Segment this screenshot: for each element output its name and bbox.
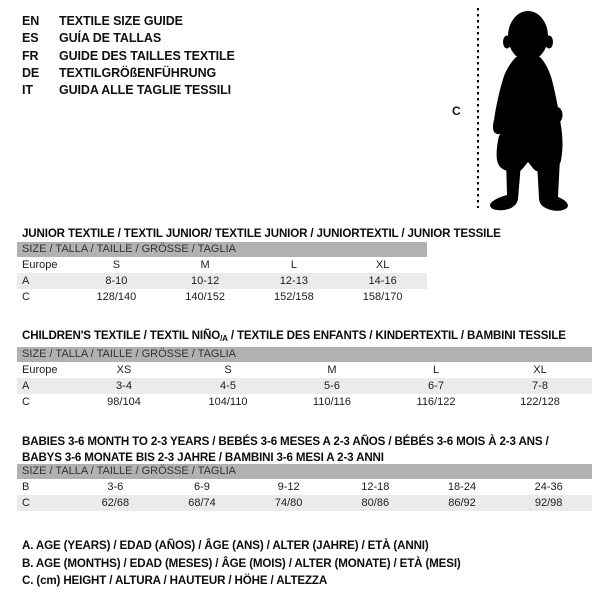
language-row: [22, 65, 235, 82]
height-dotted-line: [477, 8, 479, 208]
size-cell: 3-6: [107, 481, 124, 493]
row-label: C: [22, 291, 30, 303]
table-size-header: SIZE / TALLA / TAILLE / GRÖSSE / TAGLIA: [17, 464, 592, 479]
size-cell: 12-18: [361, 481, 390, 493]
babies-title-line2: BABYS 3-6 MONATE BIS 2-3 JAHRE / BAMBINI 3-6 MESI A 2-3 ANNI: [22, 451, 384, 465]
size-cell: S: [112, 259, 121, 271]
size-cell: 4-5: [220, 380, 236, 392]
table-row: [17, 362, 592, 378]
size-cell: 122/128: [520, 396, 560, 408]
size-cell: XL: [375, 259, 390, 271]
size-cell: L: [290, 259, 297, 271]
table-row: [17, 479, 592, 495]
language-label: GUIDA ALLE TAGLIE TESSILI: [59, 83, 232, 98]
table-row: [17, 378, 592, 394]
title-subscript: /A: [220, 333, 228, 343]
language-code: EN: [22, 14, 40, 28]
language-label: TEXTILGRÖßENFÜHRUNG: [59, 65, 217, 80]
section-title-babies: [22, 434, 549, 467]
table-size-header: SIZE / TALLA / TAILLE / GRÖSSE / TAGLIA: [17, 347, 592, 362]
legend-note-c: C. (cm) HEIGHT / ALTURA / HAUTEUR / HÖHE / ALTEZZA: [22, 574, 328, 587]
language-code: DE: [22, 65, 40, 80]
row-label: Europe: [22, 364, 58, 376]
size-cell: 116/122: [416, 396, 456, 408]
height-measure-label: C: [452, 104, 461, 118]
size-cell: 86/92: [448, 497, 476, 509]
legend-note-b: B. AGE (MONTHS) / EDAD (MESES) / ÂGE (MOIS) / ALTER (MONATE) / ETÀ (MESI): [22, 556, 461, 570]
size-cell: 9-12: [277, 481, 300, 493]
size-cell: 140/152: [185, 291, 225, 303]
language-row: [22, 82, 235, 99]
table-row: [17, 394, 592, 410]
toddler-silhouette-image: [480, 8, 578, 212]
row-label: C: [22, 396, 30, 408]
language-label: GUÍA DE TALLAS: [59, 31, 162, 46]
size-cell: 5-6: [324, 380, 340, 392]
size-cell: 158/170: [362, 291, 403, 303]
size-table-babies: [17, 464, 592, 511]
size-cell: 6-7: [428, 380, 444, 392]
size-cell: 7-8: [532, 380, 548, 392]
size-table-children: [17, 347, 592, 410]
size-cell: M: [200, 259, 210, 271]
size-cell: 98/104: [107, 396, 141, 408]
section-title-children: CHILDREN'S TEXTILE / TEXTIL $NIÑO_{/A}$ / TEXTILE DES ENFANTS / KINDERTEXTIL / BAMBINI TESSILE: [22, 328, 566, 343]
row-label: A: [22, 380, 30, 392]
size-cell: 3-4: [116, 380, 132, 392]
size-cell: S: [224, 364, 232, 376]
language-label: GUIDE DES TAILLES TEXTILE: [59, 48, 235, 63]
size-cell: XL: [533, 364, 547, 376]
size-cell: 10-12: [191, 275, 220, 287]
size-cell: 104/110: [208, 396, 248, 408]
language-row: [22, 48, 235, 65]
size-cell: 8-10: [105, 275, 128, 287]
row-label: B: [22, 481, 30, 493]
language-list: [22, 13, 235, 99]
language-row: [22, 30, 235, 47]
table-row: [17, 289, 427, 305]
row-label: A: [22, 275, 30, 287]
table-row: [17, 273, 427, 289]
language-label: TEXTILE SIZE GUIDE: [59, 14, 183, 28]
size-cell: 18-24: [447, 481, 477, 493]
size-cell: 74/80: [274, 497, 303, 509]
size-cell: 152/158: [273, 291, 314, 303]
language-row: [22, 13, 235, 30]
size-cell: L: [432, 364, 440, 376]
size-cell: 128/140: [96, 291, 137, 303]
size-cell: M: [327, 364, 337, 376]
language-code: FR: [22, 48, 39, 63]
size-cell: 62/68: [101, 497, 130, 509]
size-cell: 24-36: [534, 481, 563, 493]
silhouette-head: [508, 11, 548, 61]
table-row: [17, 495, 592, 511]
row-label: Europe: [22, 259, 58, 271]
table-row: [17, 257, 427, 273]
language-code: IT: [22, 83, 33, 98]
size-cell: 68/74: [188, 497, 216, 509]
legend-note-a: A. AGE (YEARS) / EDAD (AÑOS) / ÂGE (ANS) / ALTER (JAHRE) / ETÀ (ANNI): [22, 539, 429, 552]
size-cell: 12-13: [279, 275, 308, 287]
size-cell: 110/116: [312, 396, 352, 408]
size-cell: 92/98: [534, 497, 563, 509]
language-code: ES: [22, 31, 39, 46]
section-title-junior: JUNIOR TEXTILE / TEXTIL JUNIOR/ TEXTILE JUNIOR / JUNIORTEXTIL / JUNIOR TESSILE: [22, 226, 501, 240]
size-table-junior: [17, 242, 427, 305]
size-cell: 80/86: [361, 497, 390, 509]
table-size-header: SIZE / TALLA / TAILLE / GRÖSSE / TAGLIA: [17, 242, 427, 257]
row-label: C: [22, 497, 30, 509]
size-cell: 14-16: [368, 275, 397, 287]
size-cell: XS: [116, 364, 132, 376]
size-cell: 6-9: [194, 481, 210, 493]
babies-title-line1: BABIES 3-6 MONTH TO 2-3 YEARS / BEBÉS 3-6 MESES A 2-3 AÑOS / BÉBÉS 3-6 MOIS À 2-3 ANS /: [22, 434, 549, 448]
legend-notes: [22, 537, 461, 590]
